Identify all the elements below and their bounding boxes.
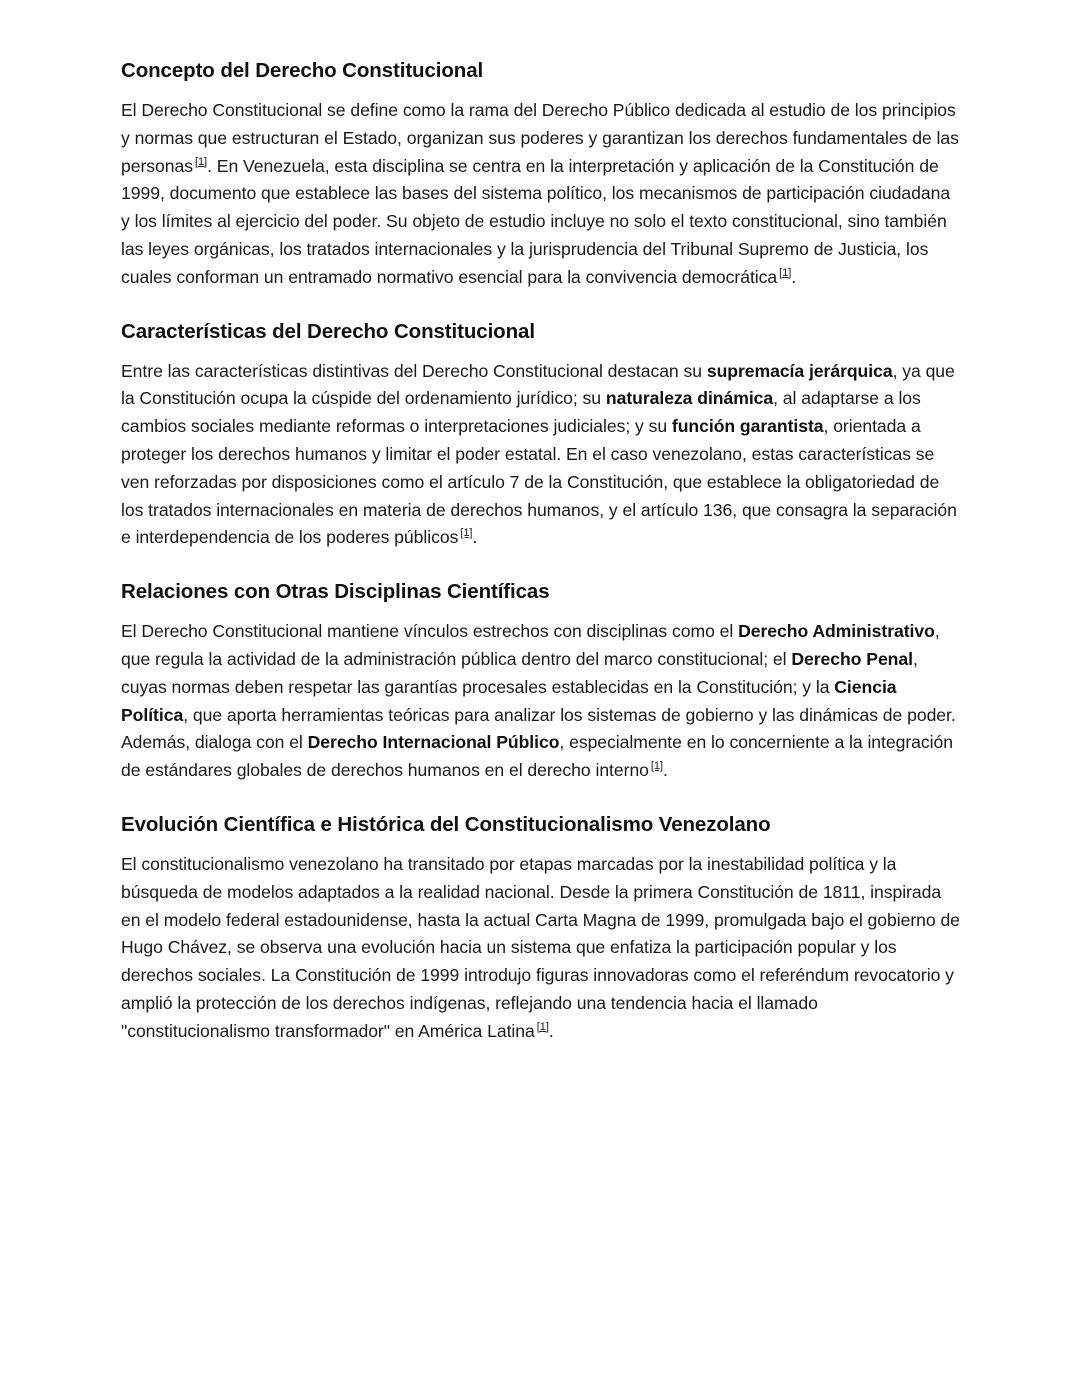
citation-link[interactable]: [1]: [650, 760, 664, 773]
section-caracteristicas: [121, 318, 963, 553]
text-run: . En Venezuela, esta disciplina se centra en la interpretación y aplicación de la Constitución de 1999, documento que establece las bases del sistema político, los mecanismos de participación ciudadana y los límites al ejercicio del poder. Su objeto de estudio incluye no solo el texto constitucional, sino también las leyes orgánicas, los tratados internacionales y la jurisprudencia del Tribunal Supremo de Justicia, los cuales conforman un entramado normativo esencial para la convivencia democrática: [121, 155, 951, 287]
bold-term: Derecho Administrativo: [738, 621, 935, 642]
citation-link[interactable]: [1]: [779, 266, 792, 279]
section-heading: Evolución Científica e Histórica del Constitucionalismo Venezolano: [121, 812, 771, 836]
section-heading: Características del Derecho Constitucional: [121, 319, 535, 343]
text-run: Entre las características distintivas del Derecho Constitucional destacan su: [121, 360, 707, 381]
text-run: .: [472, 527, 478, 548]
text-run: El Derecho Constitucional se define como la rama del Derecho Público dedicada al estudio de los principios y normas que estructuran el Estado, organizan sus poderes y garantizan los derechos fundamentales de las personas: [121, 100, 959, 176]
section-heading: Concepto del Derecho Constitucional: [121, 59, 484, 82]
section-relaciones: [121, 578, 963, 785]
section-paragraph: [121, 358, 963, 553]
section-paragraph: [121, 97, 963, 292]
bold-term: supremacía jerárquica: [706, 360, 893, 381]
text-run: .: [791, 266, 797, 287]
section-paragraph: [121, 618, 963, 785]
section-evolucion: [121, 811, 963, 1046]
text-run: , ya que la Constitución ocupa la cúspide del ordenamiento jurídico; su: [121, 360, 955, 409]
bold-term: función garantista: [671, 416, 824, 437]
text-run: .: [548, 1020, 554, 1041]
text-run: El constitucionalismo venezolano ha transitado por etapas marcadas por la inestabilidad política y la búsqueda de modelos adaptados a la realidad nacional. Desde la primera Constitución de 1811, inspirada en el modelo federal estadounidense, hasta la actual Carta Magna de 1999, promulgada bajo el gobierno de Hugo Chávez, se observa una evolución hacia un sistema que enfatiza la participación popular y los derechos sociales. La Constitución de 1999 introdujo figuras innovadoras como el referéndum revocatorio y amplió la protección de los derechos indígenas, reflejando una tendencia hacia el llamado "constitucionalismo transformador" en América Latina: [121, 853, 960, 1041]
text-run: , cuyas normas deben respetar las garantías procesales establecidas en la Constitución; y la: [121, 648, 918, 697]
text-run: , especialmente en lo concerniente a la integración de estándares globales de derechos humanos en el derecho interno: [121, 732, 953, 781]
section-paragraph: [121, 851, 963, 1046]
section-concepto: [121, 57, 963, 292]
citation-link[interactable]: [1]: [536, 1020, 549, 1033]
text-run: El Derecho Constitucional mantiene vínculos estrechos con disciplinas como el: [121, 621, 739, 642]
bold-term: Ciencia Política: [121, 676, 897, 725]
bold-term: naturaleza dinámica: [605, 388, 774, 409]
text-run: .: [663, 760, 668, 781]
citation-link[interactable]: [1]: [460, 527, 473, 540]
section-heading: Relaciones con Otras Disciplinas Científicas: [121, 580, 550, 604]
text-run: , que aporta herramientas teóricas para analizar los sistemas de gobierno y las dinámicas de poder. Además, dialoga con el: [121, 704, 956, 753]
bold-term: Derecho Penal: [791, 648, 913, 669]
bold-term: Derecho Internacional Público: [307, 732, 560, 753]
text-run: , que regula la actividad de la administración pública dentro del marco constitucional; el: [121, 621, 940, 669]
text-run: , al adaptarse a los cambios sociales mediante reformas o interpretaciones judiciales; y su: [121, 388, 921, 437]
citation-link[interactable]: [1]: [194, 155, 208, 168]
text-run: , orientada a proteger los derechos humanos y limitar el poder estatal. En el caso venezolano, estas características se ven reforzadas por disposiciones como el artículo 7 de la Constitución, que establece la obligatoriedad de los tratados internacionales en materia de derechos humanos, y el artículo 136, que consagra la separación e interdependencia de los poderes públicos: [121, 416, 957, 548]
